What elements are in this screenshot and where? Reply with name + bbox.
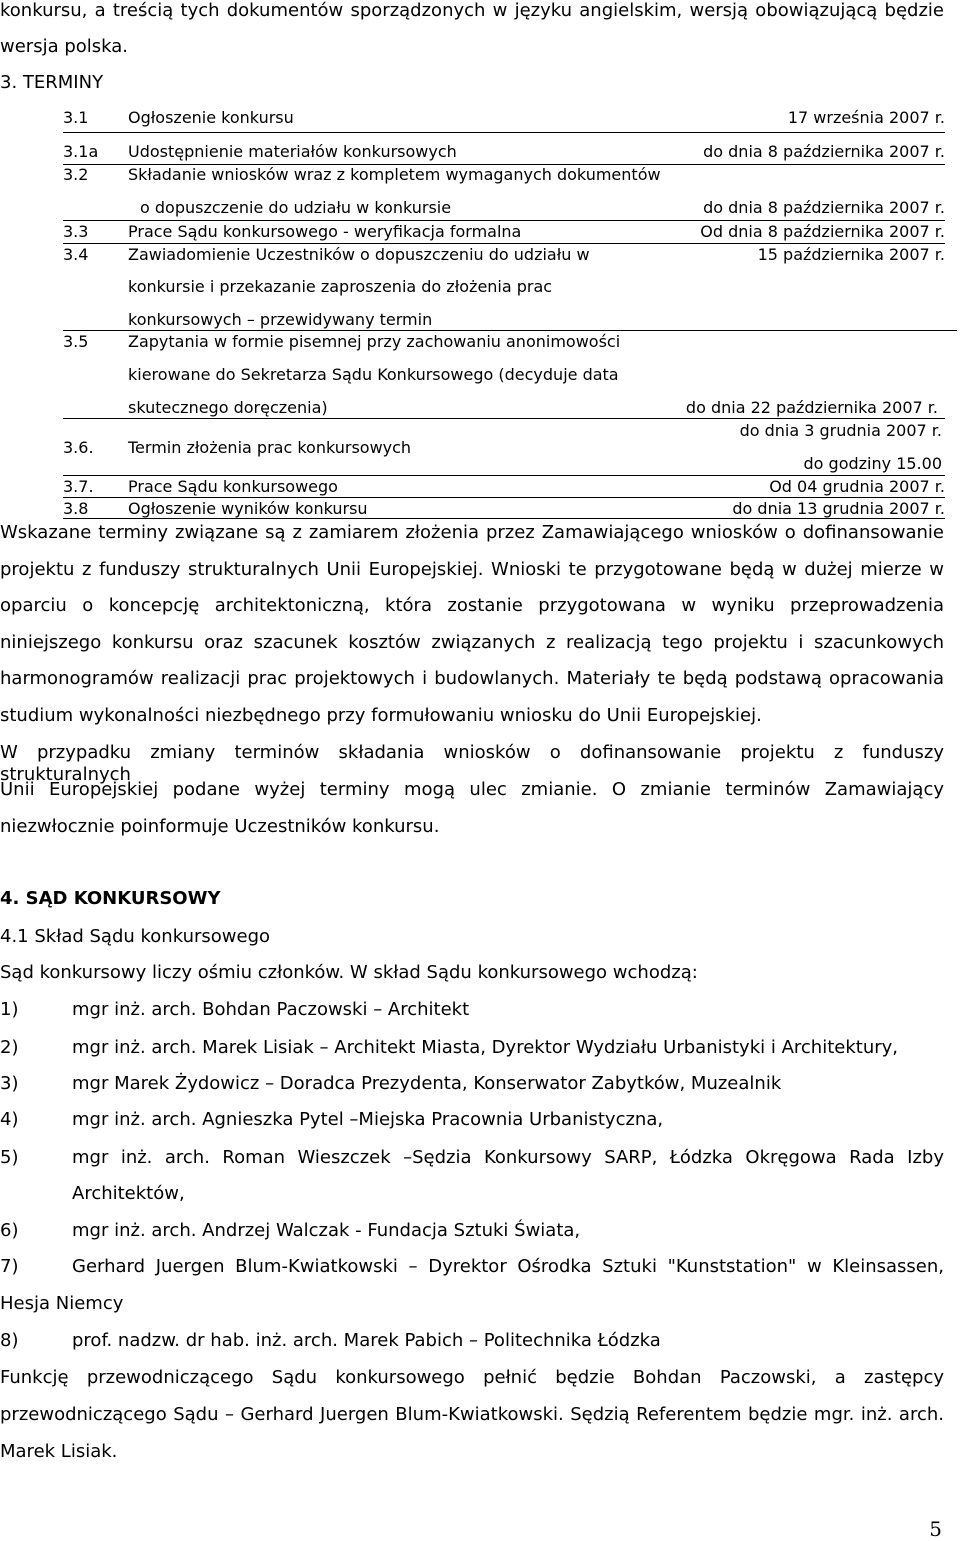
term-hour: do godziny 15.00 — [803, 454, 942, 473]
term-number: 3.2 — [63, 165, 89, 184]
term-text: Zapytania w formie pisemnej przy zachowaniu anonimowości — [128, 332, 621, 351]
table-rule — [63, 475, 945, 476]
member-number: 4) — [0, 1109, 19, 1130]
term-text: Prace Sądu konkursowego - weryfikacja formalna — [128, 222, 522, 241]
term-text: Udostępnienie materiałów konkursowych — [128, 142, 457, 161]
term-number: 3.1a — [63, 142, 99, 161]
term-text: Ogłoszenie konkursu — [128, 108, 294, 127]
term-number: 3.4 — [63, 245, 89, 264]
paragraph-line: harmonogramów realizacji prac projektowych i budowlanych. Materiały te będą podstawą opracowania — [0, 668, 944, 689]
member-text: mgr inż. arch. Marek Lisiak – Architekt Miasta, Dyrektor Wydziału Urbanistyki i Architektury, — [72, 1037, 898, 1058]
table-rule — [63, 243, 945, 244]
page-number: 5 — [929, 1517, 942, 1541]
paragraph-line: niniejszego konkursu oraz szacunek kosztów związanych z realizacją tego projektu i szacunkowych — [0, 632, 944, 653]
paragraph-line: Wskazane terminy związane są z zamiarem złożenia przez Zamawiającego wniosków o dofinansowanie — [0, 522, 944, 543]
term-date: do dnia 8 października 2007 r. — [703, 142, 945, 161]
member-text: mgr inż. arch. Andrzej Walczak - Fundacja Sztuki Świata, — [72, 1220, 581, 1241]
section-4-heading: 4. SĄD KONKURSOWY — [0, 888, 221, 909]
member-text: prof. nadzw. dr hab. inż. arch. Marek Pabich – Politechnika Łódzka — [72, 1330, 661, 1351]
term-number: 3.7. — [63, 477, 94, 496]
paragraph-line: niezwłocznie poinformuje Uczestników konkursu. — [0, 816, 440, 837]
member-number: 2) — [0, 1037, 19, 1058]
term-text: Składanie wniosków wraz z kompletem wymaganych dokumentów — [128, 165, 661, 184]
term-date: 15 października 2007 r. — [757, 245, 945, 264]
section-4-subheading: 4.1 Skład Sądu konkursowego — [0, 926, 271, 947]
member-number: 1) — [0, 999, 19, 1020]
paragraph-line: Unii Europejskiej podane wyżej terminy mogą ulec zmianie. O zmianie terminów Zamawiający — [0, 779, 944, 800]
member-text: Gerhard Juergen Blum-Kwiatkowski – Dyrektor Ośrodka Sztuki "Kunststation" w Kleinsassen, — [72, 1256, 944, 1277]
term-number: 3.5 — [63, 332, 89, 351]
member-number: 7) — [0, 1256, 19, 1277]
term-text-cont: konkursowych – przewidywany termin — [128, 310, 433, 329]
term-text: Zawiadomienie Uczestników o dopuszczeniu do udziału w — [128, 245, 590, 264]
term-text-cont: konkursie i przekazanie zaproszenia do złożenia prac — [128, 277, 553, 296]
closing-line: Marek Lisiak. — [0, 1441, 118, 1462]
term-number: 3.6. — [63, 438, 94, 457]
table-rule — [63, 518, 945, 519]
paragraph-line: oparciu o koncepcję architektoniczną, która zostanie przygotowana w wyniku przeprowadzenia — [0, 595, 944, 616]
paragraph-line: W przypadku zmiany terminów składania wniosków o dofinansowanie projektu z funduszy strukturalnych — [0, 742, 944, 785]
term-text-cont: skutecznego doręczenia) — [128, 398, 328, 417]
jury-intro: Sąd konkursowy liczy ośmiu członków. W skład Sądu konkursowego wchodzą: — [0, 962, 698, 983]
term-date: do dnia 22 października 2007 r. — [685, 398, 938, 417]
term-number: 3.3 — [63, 222, 89, 241]
section-3-heading: 3. TERMINY — [0, 72, 104, 93]
member-text: mgr Marek Żydowicz – Doradca Prezydenta, Konserwator Zabytków, Muzealnik — [72, 1073, 782, 1094]
member-text: mgr inż. arch. Roman Wieszczek –Sędzia Konkursowy SARP, Łódzka Okręgowa Rada Izby — [72, 1147, 944, 1168]
term-date: do dnia 13 grudnia 2007 r. — [732, 499, 945, 518]
member-text: mgr inż. arch. Agnieszka Pytel –Miejska Pracownia Urbanistyczna, — [72, 1109, 664, 1130]
paragraph-line: projektu z funduszy strukturalnych Unii Europejskiej. Wnioski te przygotowane będą w dużej mierze w — [0, 559, 944, 580]
closing-line: przewodniczącego Sądu – Gerhard Juergen Blum-Kwiatkowski. Sędzią Referentem będzie mgr. inż. arch. — [0, 1404, 944, 1425]
term-date: do dnia 8 października 2007 r. — [703, 198, 945, 217]
term-date: 17 września 2007 r. — [787, 108, 945, 127]
term-text: Ogłoszenie wyników konkursu — [128, 499, 368, 518]
term-text: Termin złożenia prac konkursowych — [128, 438, 412, 457]
term-text-cont: kierowane do Sekretarza Sądu Konkursowego (decyduje data — [128, 365, 619, 384]
term-text: Prace Sądu konkursowego — [128, 477, 338, 496]
term-number: 3.8 — [63, 499, 89, 518]
member-text-cont: Architektów, — [72, 1183, 185, 1204]
table-rule — [63, 497, 945, 498]
intro-line-1: konkursu, a treścią tych dokumentów sporządzonych w języku angielskim, wersją obowiązującą będzie — [0, 0, 944, 21]
member-number: 5) — [0, 1147, 19, 1168]
table-rule — [63, 330, 957, 331]
closing-line: Funkcję przewodniczącego Sądu konkursowego pełnić będzie Bohdan Paczowski, a zastępcy — [0, 1367, 944, 1388]
term-text-cont: o dopuszczenie do udziału w konkursie — [140, 198, 452, 217]
term-number: 3.1 — [63, 108, 89, 127]
term-date: Od 04 grudnia 2007 r. — [769, 477, 945, 496]
intro-line-2: wersja polska. — [0, 36, 129, 57]
member-text-cont: Hesja Niemcy — [0, 1293, 124, 1314]
table-rule — [63, 220, 945, 221]
member-number: 8) — [0, 1330, 19, 1351]
paragraph-line: studium wykonalności niezbędnego przy formułowaniu wniosku do Unii Europejskiej. — [0, 705, 762, 726]
term-date: do dnia 3 grudnia 2007 r. — [739, 421, 942, 440]
member-number: 3) — [0, 1073, 19, 1094]
table-rule — [63, 418, 945, 419]
table-rule — [63, 132, 945, 133]
member-number: 6) — [0, 1220, 19, 1241]
member-text: mgr inż. arch. Bohdan Paczowski – Architekt — [72, 999, 470, 1020]
term-date: Od dnia 8 października 2007 r. — [700, 222, 945, 241]
